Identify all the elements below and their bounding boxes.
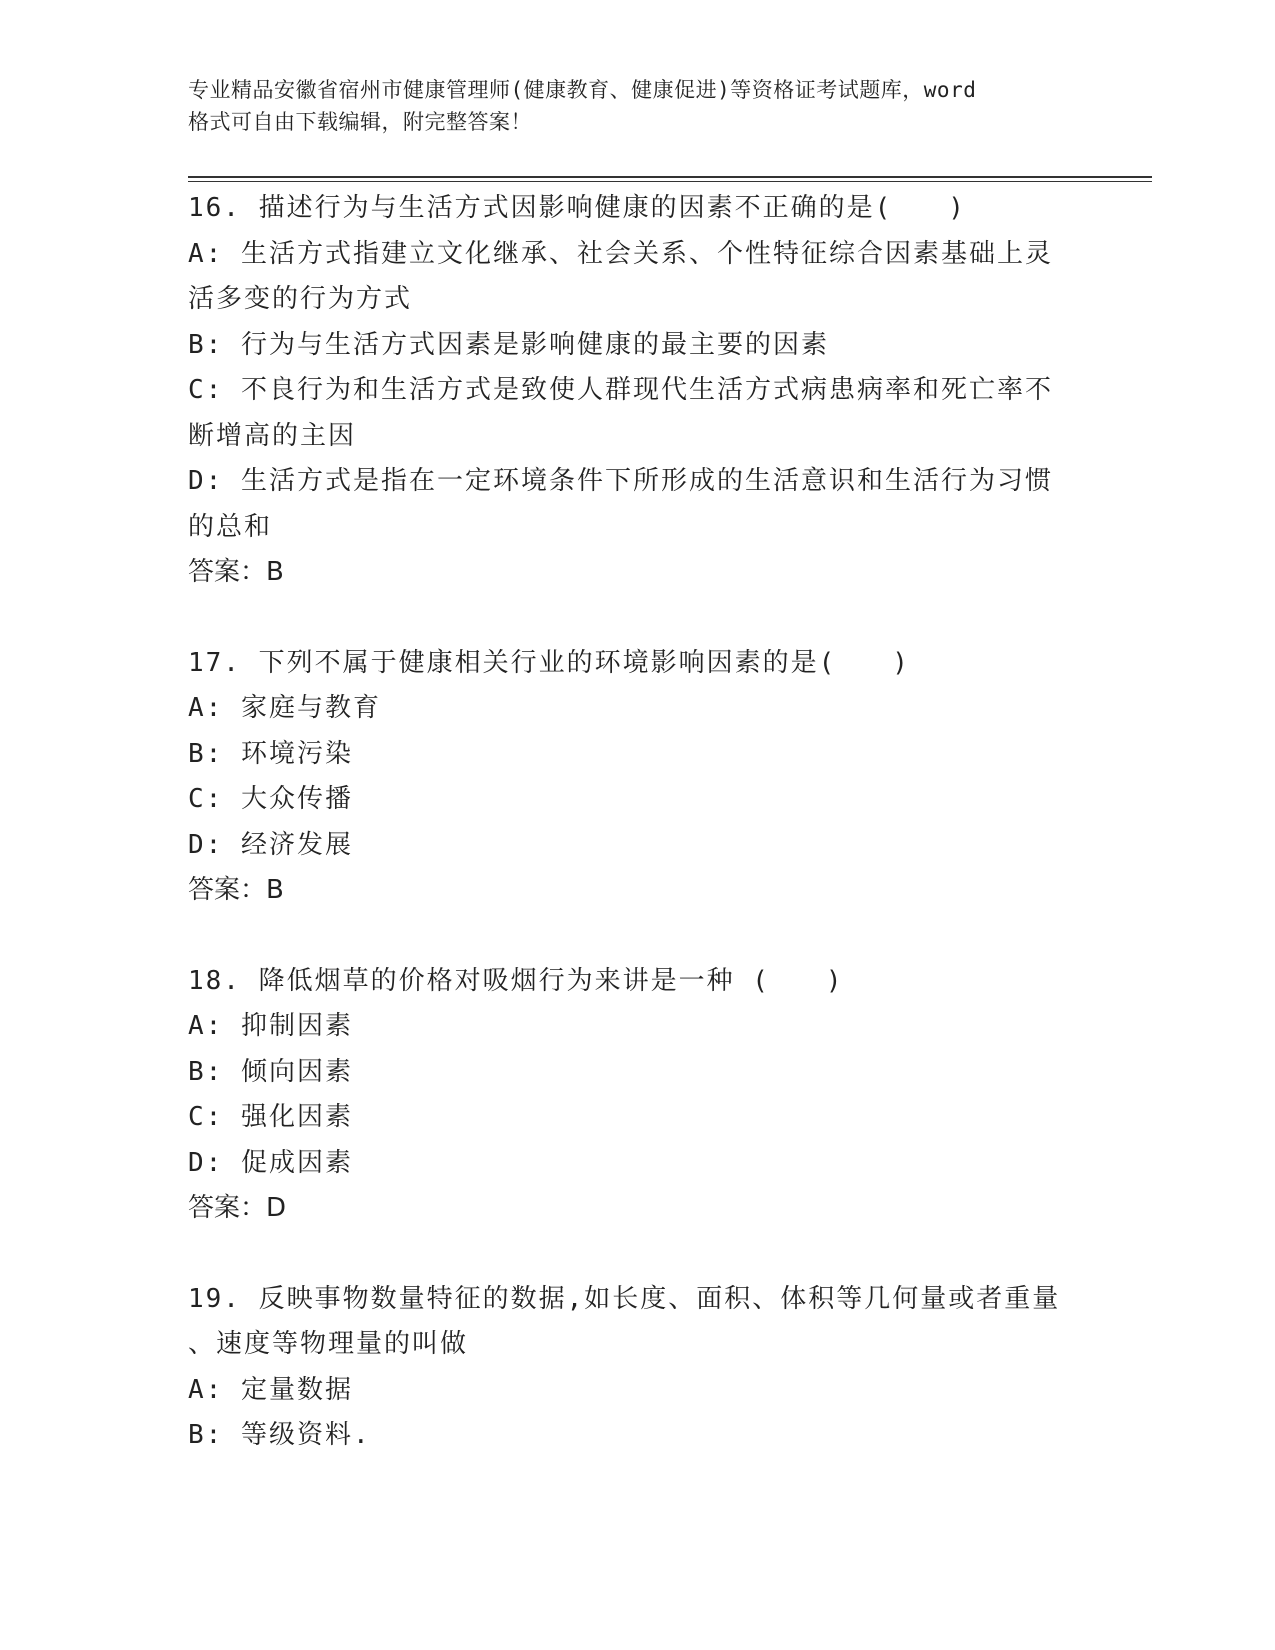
header-divider-thin [188,181,1152,182]
option-line: D: 促成因素 [188,1147,353,1178]
question-stem-line: 、速度等物理量的叫做 [188,1329,469,1359]
option-line: D: 经济发展 [188,829,353,860]
option-line: B: 倾向因素 [188,1056,353,1087]
option-line: C: 不良行为和生活方式是致使人群现代生活方式病患病率和死亡率不 [188,375,1053,405]
question-stem-line: 17. 下列不属于健康相关行业的环境影响因素的是( ) [188,647,910,678]
header-divider-thick [188,176,1152,178]
option-line: A: 定量数据 [188,1374,353,1405]
document-header [188,74,1088,138]
option-line: B: 等级资料. [188,1420,371,1450]
option-line: B: 行为与生活方式因素是影响健康的最主要的因素 [188,329,829,360]
answer-line: 答案：B [188,557,284,587]
option-line: A: 家庭与教育 [188,693,381,723]
option-line: A: 生活方式指建立文化继承、社会关系、个性特征综合因素基础上灵 [188,238,1053,269]
option-line: C: 大众传播 [188,784,353,814]
question-stem-line: 18. 降低烟草的价格对吸烟行为来讲是一种 ( ) [188,965,844,996]
option-line: C: 强化因素 [188,1102,353,1132]
question-item [188,1277,1088,1459]
question-item [188,641,1088,914]
option-line: D: 生活方式是指在一定环境条件下所形成的生活意识和生活行为习惯 [188,466,1053,496]
question-item [188,186,1088,596]
option-line: 的总和 [188,511,273,542]
answer-line: 答案：D [188,1193,287,1223]
option-line: A: 抑制因素 [188,1011,353,1041]
question-stem-line: 16. 描述行为与生活方式因影响健康的因素不正确的是( ) [188,193,966,223]
question-list [188,186,1088,1504]
header-line-2: 格式可自由下载编辑，附完整答案！ [188,110,532,134]
question-stem-line: 19. 反映事物数量特征的数据,如长度、面积、体积等几何量或者重量 [188,1283,1061,1314]
option-line: B: 环境污染 [188,738,353,769]
option-line: 断增高的主因 [188,420,357,451]
header-line-1: 专业精品安徽省宿州市健康管理师(健康教育、健康促进)等资格证考试题库，word [188,78,977,102]
question-item [188,959,1088,1232]
option-line: 活多变的行为方式 [188,284,413,314]
answer-line: 答案：B [188,875,284,905]
